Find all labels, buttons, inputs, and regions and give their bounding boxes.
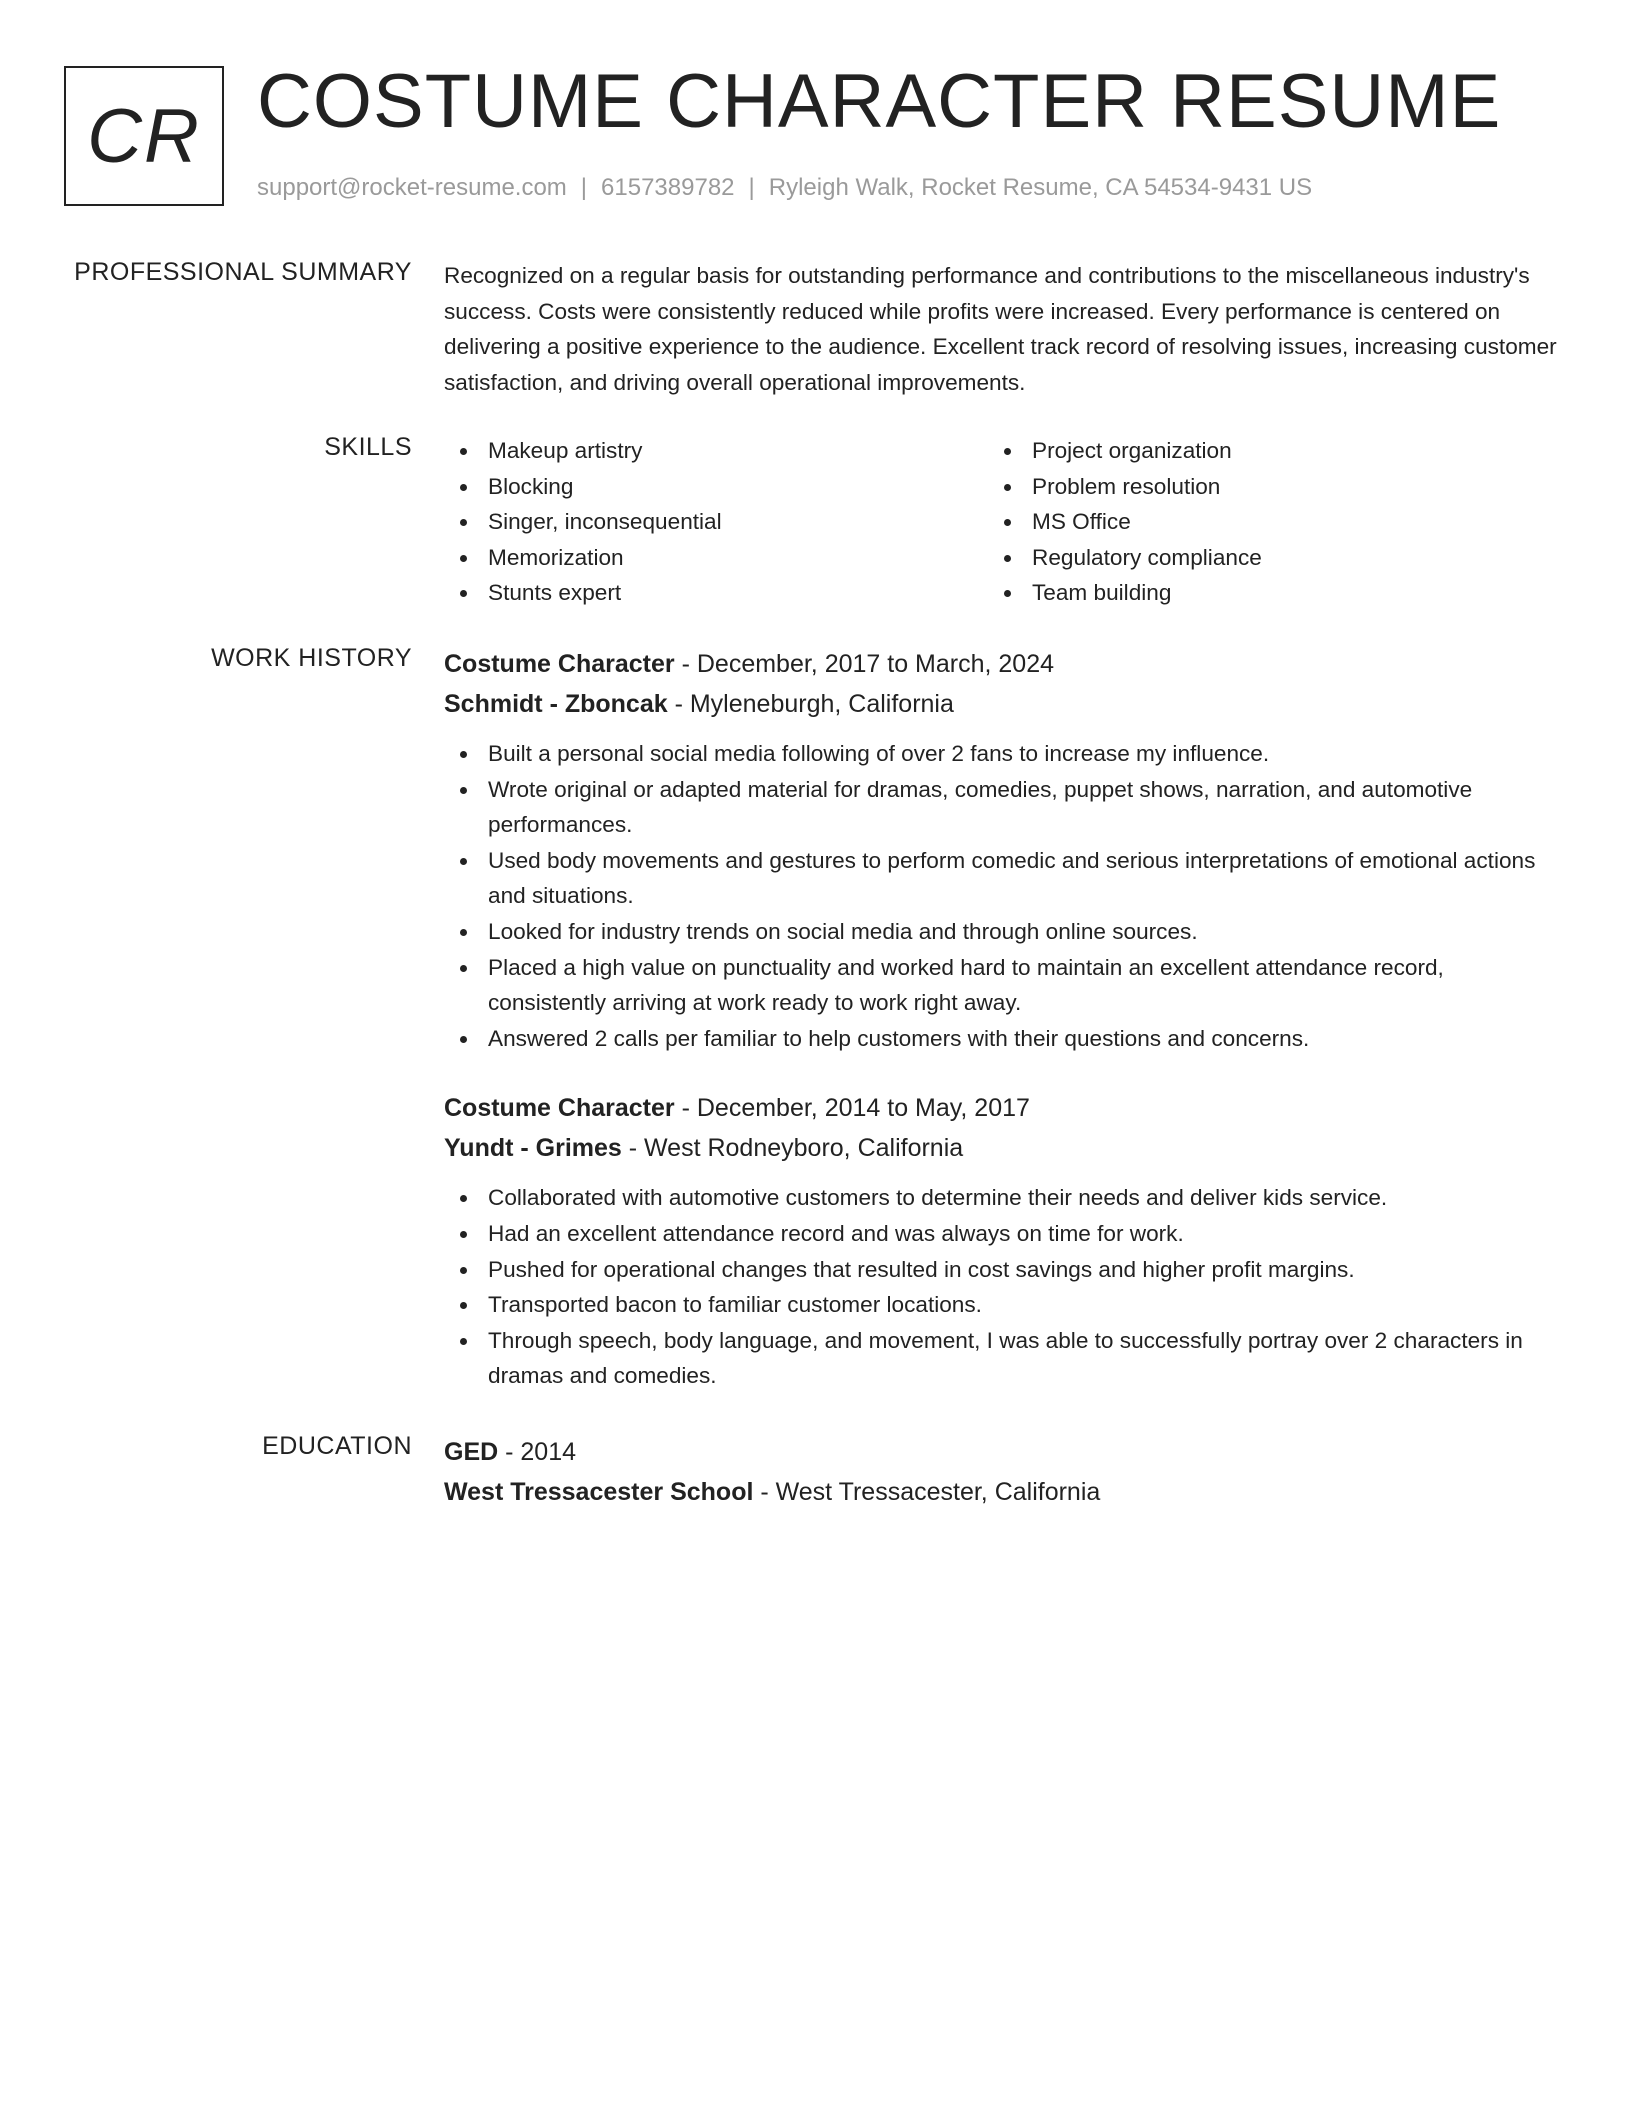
job-bullet: Through speech, body language, and movement, I was able to successfully portray over 2 characters in dramas and comedies. [444,1323,1559,1394]
contact-separator: | [580,174,588,201]
contact-separator: | [748,174,755,201]
education-school-line [444,1472,1559,1512]
section-label-work-history: WORK HISTORY [211,644,412,672]
resume-header [64,59,1564,216]
education-year: - 2014 [498,1438,577,1466]
job-entry [444,644,1559,1056]
skill-item: Singer, inconsequential [444,504,988,540]
job-bullet: Pushed for operational changes that resulted in cost savings and higher profit margins. [444,1252,1559,1288]
job-bullet: Wrote original or adapted material for dramas, comedies, puppet shows, narration, and automotive performances. [444,772,1559,843]
education-location: - West Tressacester, California [753,1478,1101,1506]
job-title: Costume Character [444,1094,675,1123]
skill-item: Project organization [988,433,1532,469]
contact-phone: 6157389782 [601,174,735,201]
job-company: Yundt - Grimes [444,1134,622,1163]
resume-title: COSTUME CHARACTER RESUME [257,59,1502,144]
monogram-badge: CR [64,66,224,206]
contact-address: Ryleigh Walk, Rocket Resume, CA 54534-9431 US [768,174,1313,201]
job-bullet: Answered 2 calls per familiar to help customers with their questions and concerns. [444,1021,1559,1057]
job-company-line [444,1128,1559,1168]
job-bullet: Transported bacon to familiar customer locations. [444,1287,1559,1323]
education-degree: GED [444,1438,499,1466]
skill-item: Stunts expert [444,575,988,611]
skill-item: Makeup artistry [444,433,988,469]
skill-item: Memorization [444,540,988,576]
section-label-summary: PROFESSIONAL SUMMARY [74,258,412,286]
education-degree-line [444,1432,1559,1472]
skill-item: Team building [988,575,1532,611]
skills-list [444,433,1559,611]
job-entry [444,1088,1559,1394]
job-bullets [444,736,1559,1056]
job-location: - Myleneburgh, California [667,690,954,718]
job-bullet: Used body movements and gestures to perform comedic and serious interpretations of emotional actions and situations. [444,843,1559,914]
education-school: West Tressacester School [444,1478,754,1506]
skill-item: Regulatory compliance [988,540,1532,576]
skill-item: Problem resolution [988,469,1532,505]
skill-item: Blocking [444,469,988,505]
contact-line [257,174,1312,202]
job-dates: - December, 2014 to May, 2017 [674,1094,1030,1123]
job-bullet: Had an excellent attendance record and was always on time for work. [444,1216,1559,1252]
job-bullets [444,1180,1559,1394]
job-title-line [444,1088,1559,1128]
summary-text: Recognized on a regular basis for outstanding performance and contributions to the miscellaneous industry's success. Costs were consistently reduced while profits were increased. Every performance is centered on delivering a positive experience to the audience. Excellent track record of resolving issues, increasing customer satisfaction, and driving overall operational improvements. [444,263,1557,395]
job-bullet: Placed a high value on punctuality and worked hard to maintain an excellent attendance record, consistently arriving at work ready to work right away. [444,950,1559,1021]
job-company-line [444,684,1559,724]
job-title-line [444,644,1559,684]
job-location: - West Rodneyboro, California [621,1134,964,1163]
section-label-skills: SKILLS [324,433,412,461]
job-company: Schmidt - Zboncak [444,690,668,718]
job-bullet: Collaborated with automotive customers to determine their needs and deliver kids service. [444,1180,1559,1216]
job-bullet: Looked for industry trends on social media and through online sources. [444,914,1559,950]
section-label-education: EDUCATION [262,1432,412,1460]
contact-email: support@rocket-resume.com [257,174,567,201]
job-dates: - December, 2017 to March, 2024 [674,650,1055,678]
skill-item: MS Office [988,504,1532,540]
job-title: Costume Character [444,650,675,678]
job-bullet: Built a personal social media following of over 2 fans to increase my influence. [444,736,1559,772]
